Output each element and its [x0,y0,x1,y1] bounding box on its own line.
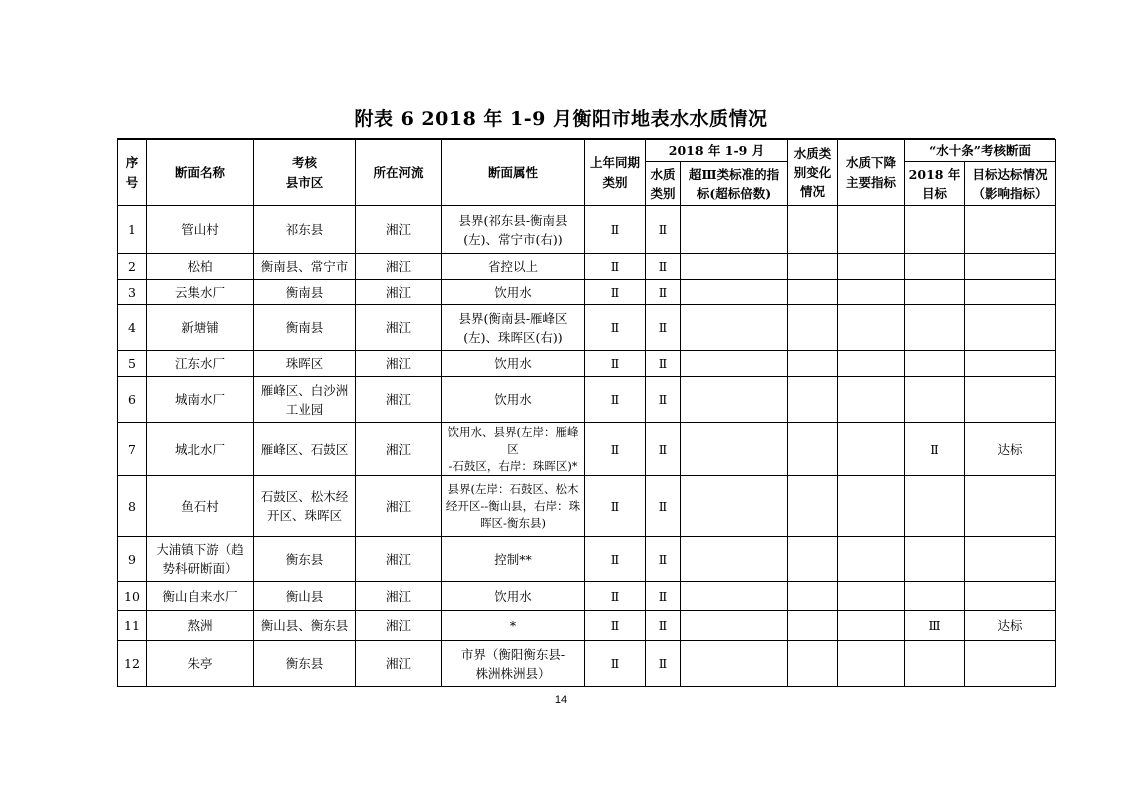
row-decline [838,476,905,537]
row-target [905,254,965,280]
row-no: 12 [118,641,147,687]
table-row [118,641,1056,687]
row-name: 熬洲 [147,611,254,641]
row-water-class: Ⅱ [646,254,681,280]
header-decline-indicator: 水质下降 主要指标 [838,140,905,206]
row-no: 3 [118,280,147,305]
table-row [118,377,1056,423]
row-class-change [788,423,838,476]
row-last-class: Ⅱ [585,351,646,377]
row-county: 衡东县 [254,537,356,582]
row-last-class: Ⅱ [585,254,646,280]
water-quality-table [117,139,1056,687]
row-name: 朱亭 [147,641,254,687]
row-exceed [681,280,788,305]
row-no: 1 [118,206,147,254]
row-class-change [788,611,838,641]
document-title: 附表 6 2018 年 1-9 月衡阳市地表水水质情况 [354,108,768,130]
table-row [118,423,1056,476]
row-county: 雁峰区、白沙洲 工业园 [254,377,356,423]
row-target [905,476,965,537]
row-decline [838,611,905,641]
row-name: 江东水厂 [147,351,254,377]
table-row [118,351,1056,377]
header-target-2018: 2018 年 目标 [905,162,965,206]
table-row [118,305,1056,351]
row-no: 6 [118,377,147,423]
row-river: 湘江 [356,254,442,280]
row-no: 11 [118,611,147,641]
row-target [905,377,965,423]
row-exceed [681,476,788,537]
header-seq: 序 号 [118,140,147,206]
row-water-class: Ⅱ [646,537,681,582]
row-class-change [788,582,838,611]
row-last-class: Ⅱ [585,476,646,537]
row-status [965,582,1056,611]
row-attribute: 省控以上 [442,254,585,280]
row-target [905,537,965,582]
row-no: 2 [118,254,147,280]
row-county: 衡南县、常宁市 [254,254,356,280]
row-status: 达标 [965,611,1056,641]
row-decline [838,305,905,351]
row-river: 湘江 [356,280,442,305]
table-row [118,582,1056,611]
header-last-year-class: 上年同期 类别 [585,140,646,206]
row-decline [838,254,905,280]
row-target [905,582,965,611]
row-river: 湘江 [356,377,442,423]
row-county: 雁峰区、石鼓区 [254,423,356,476]
row-class-change [788,206,838,254]
row-last-class: Ⅱ [585,582,646,611]
row-status [965,351,1056,377]
header-river: 所在河流 [356,140,442,206]
row-name: 云集水厂 [147,280,254,305]
row-no: 4 [118,305,147,351]
row-river: 湘江 [356,476,442,537]
row-no: 9 [118,537,147,582]
row-river: 湘江 [356,537,442,582]
row-water-class: Ⅱ [646,423,681,476]
row-no: 5 [118,351,147,377]
row-attribute: 饮用水 [442,582,585,611]
row-last-class: Ⅱ [585,537,646,582]
row-target [905,351,965,377]
table-row [118,254,1056,280]
row-county: 衡南县 [254,305,356,351]
row-exceed [681,423,788,476]
row-county: 珠晖区 [254,351,356,377]
row-decline [838,377,905,423]
row-status [965,377,1056,423]
header-class-change: 水质类 别变化 情况 [788,140,838,206]
header-county: 考核 县市区 [254,140,356,206]
row-name: 松柏 [147,254,254,280]
row-river: 湘江 [356,641,442,687]
table-row [118,280,1056,305]
row-last-class: Ⅱ [585,280,646,305]
row-river: 湘江 [356,611,442,641]
row-water-class: Ⅱ [646,305,681,351]
header-assessment-group: “水十条”考核断面 [905,140,1056,162]
row-water-class: Ⅱ [646,582,681,611]
row-class-change [788,641,838,687]
row-exceed [681,351,788,377]
row-exceed [681,254,788,280]
header-attribute: 断面属性 [442,140,585,206]
row-river: 湘江 [356,582,442,611]
row-target [905,206,965,254]
row-name: 新塘铺 [147,305,254,351]
row-target [905,641,965,687]
row-last-class: Ⅱ [585,377,646,423]
row-status [965,537,1056,582]
row-attribute: 饮用水、县界(左岸：雁峰区 -石鼓区，右岸：珠晖区)* [442,423,585,476]
row-decline [838,280,905,305]
header-section-name: 断面名称 [147,140,254,206]
table-row [118,206,1056,254]
table-row [118,611,1056,641]
row-last-class: Ⅱ [585,423,646,476]
row-target [905,305,965,351]
row-class-change [788,305,838,351]
row-status [965,641,1056,687]
row-class-change [788,377,838,423]
row-no: 10 [118,582,147,611]
row-county: 衡山县、衡东县 [254,611,356,641]
row-exceed [681,305,788,351]
row-attribute: 控制** [442,537,585,582]
header-exceed: 超Ⅲ类标准的指 标(超标倍数) [681,162,788,206]
row-decline [838,351,905,377]
row-last-class: Ⅱ [585,206,646,254]
row-class-change [788,254,838,280]
row-decline [838,582,905,611]
page-number: 14 [554,694,568,706]
row-name: 鱼石村 [147,476,254,537]
row-class-change [788,476,838,537]
row-exceed [681,611,788,641]
row-water-class: Ⅱ [646,280,681,305]
row-name: 城北水厂 [147,423,254,476]
row-water-class: Ⅱ [646,206,681,254]
row-county: 石鼓区、松木经 开区、珠晖区 [254,476,356,537]
row-status [965,476,1056,537]
header-water-class: 水质 类别 [646,162,681,206]
row-decline [838,537,905,582]
row-status: 达标 [965,423,1056,476]
row-river: 湘江 [356,206,442,254]
row-class-change [788,351,838,377]
row-target: Ⅱ [905,423,965,476]
row-water-class: Ⅱ [646,611,681,641]
row-target: Ⅲ [905,611,965,641]
row-decline [838,641,905,687]
row-water-class: Ⅱ [646,476,681,537]
row-class-change [788,280,838,305]
row-river: 湘江 [356,423,442,476]
row-attribute: 县界(祁东县-衡南县 (左)、常宁市(右)) [442,206,585,254]
row-status [965,206,1056,254]
row-river: 湘江 [356,305,442,351]
row-name: 衡山自来水厂 [147,582,254,611]
row-exceed [681,206,788,254]
row-name: 管山村 [147,206,254,254]
row-county: 衡南县 [254,280,356,305]
row-exceed [681,377,788,423]
header-target-status: 目标达标情况 （影响指标） [965,162,1056,206]
row-attribute: 市界（衡阳衡东县- 株洲株洲县） [442,641,585,687]
row-attribute: 县界(衡南县-雁峰区 (左)、珠晖区(右)) [442,305,585,351]
header-period-group: 2018 年 1-9 月 [646,140,788,162]
table-row [118,537,1056,582]
row-county: 衡山县 [254,582,356,611]
row-target [905,280,965,305]
row-exceed [681,582,788,611]
row-no: 8 [118,476,147,537]
row-class-change [788,537,838,582]
row-exceed [681,537,788,582]
row-name: 城南水厂 [147,377,254,423]
table-row [118,476,1056,537]
row-river: 湘江 [356,351,442,377]
row-water-class: Ⅱ [646,351,681,377]
row-status [965,254,1056,280]
row-attribute: 饮用水 [442,377,585,423]
row-county: 衡东县 [254,641,356,687]
row-water-class: Ⅱ [646,641,681,687]
row-decline [838,206,905,254]
row-water-class: Ⅱ [646,377,681,423]
row-status [965,305,1056,351]
row-decline [838,423,905,476]
row-last-class: Ⅱ [585,641,646,687]
row-attribute: * [442,611,585,641]
row-county: 祁东县 [254,206,356,254]
row-name: 大浦镇下游（趋 势科研断面） [147,537,254,582]
row-attribute: 县界(左岸：石鼓区、松木 经开区--衡山县，右岸：珠 晖区-衡东县) [442,476,585,537]
row-last-class: Ⅱ [585,611,646,641]
row-attribute: 饮用水 [442,351,585,377]
row-attribute: 饮用水 [442,280,585,305]
row-exceed [681,641,788,687]
row-no: 7 [118,423,147,476]
row-status [965,280,1056,305]
row-last-class: Ⅱ [585,305,646,351]
